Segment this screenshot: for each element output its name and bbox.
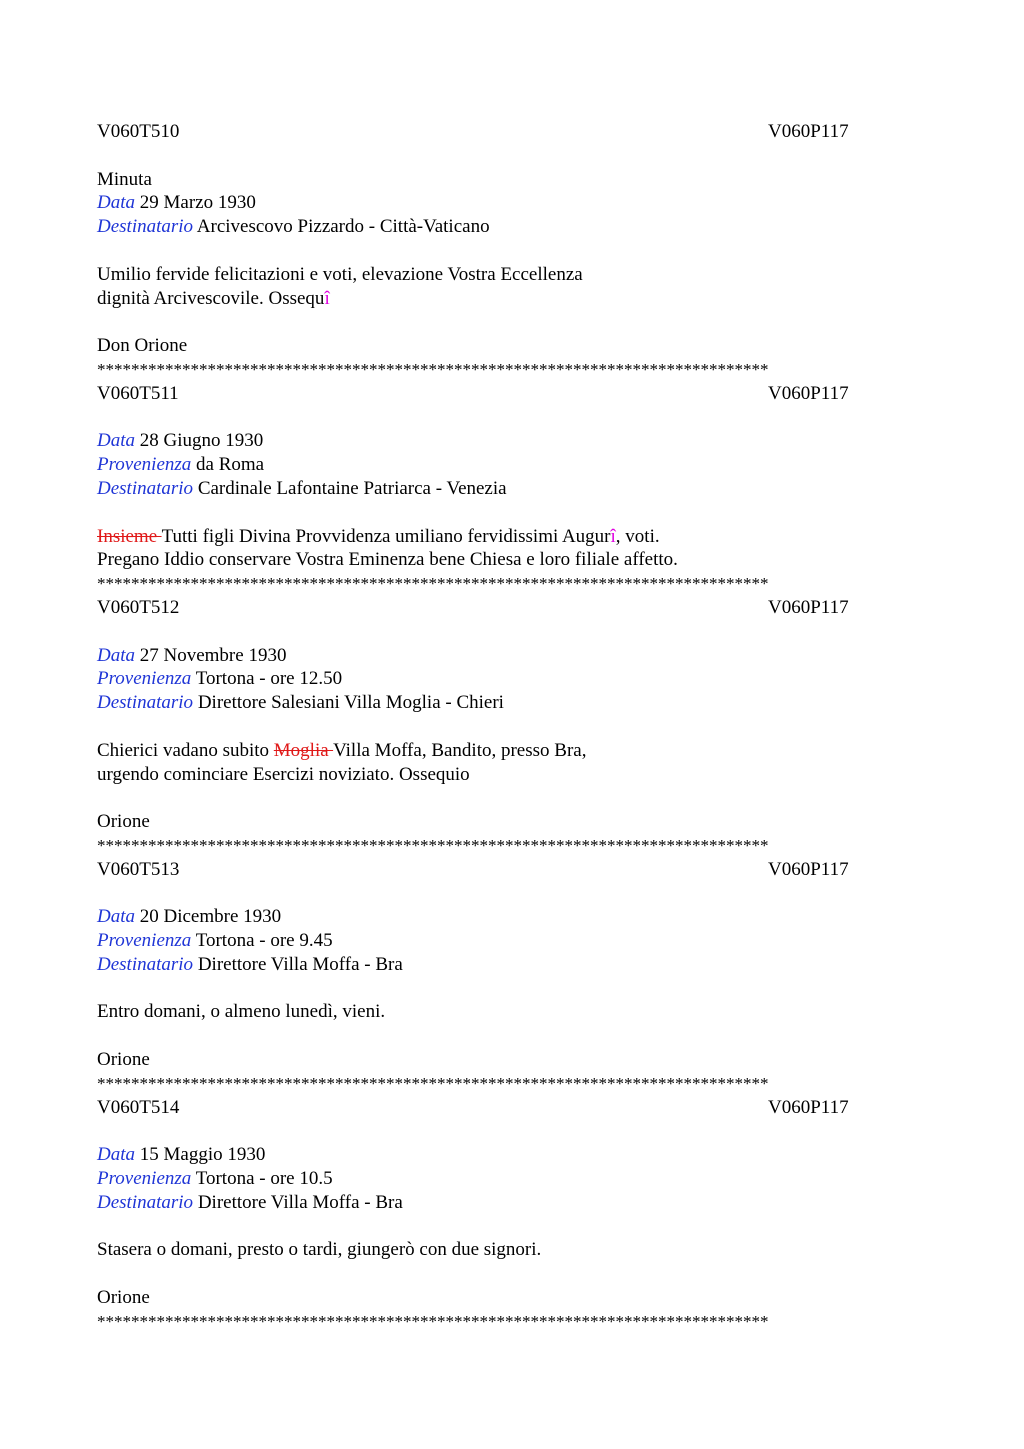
data-label: Data — [97, 1144, 135, 1166]
document-page — [97, 120, 927, 1334]
recipient-value: Direttore Villa Moffa - Bra — [197, 1191, 403, 1213]
letter-ref: V060P117 — [768, 596, 849, 618]
letter-ref: V060P117 — [768, 382, 849, 404]
body-text: , voti. — [615, 525, 660, 547]
recipient-value: Arcivescovo Pizzardo - Città-Vaticano — [196, 216, 490, 238]
letter-ref: V060P117 — [768, 858, 849, 880]
destinatario-label: Destinatario — [97, 216, 194, 238]
provenienza-label: Provenienza — [97, 668, 192, 690]
letter-id: V060T512 — [97, 596, 180, 618]
data-label: Data — [97, 644, 135, 666]
body-text: Chierici vadano subito — [97, 739, 274, 761]
body-text: dignità Arcivescovile. Ossequ — [97, 287, 325, 309]
origin-value: Tortona - ore 9.45 — [195, 930, 333, 952]
body-line: Entro domani, o almeno lunedì, vieni. — [97, 1001, 386, 1023]
letter-header — [97, 1096, 927, 1120]
letter-id: V060T510 — [97, 121, 180, 142]
letter-V060T511 — [97, 382, 927, 596]
date-line — [97, 191, 927, 215]
date-line — [97, 429, 927, 453]
letter-ref: V060P117 — [768, 121, 849, 142]
origin-line — [97, 667, 927, 691]
destinatario-label: Destinatario — [97, 953, 194, 975]
body-text: Villa Moffa, Bandito, presso Bra, — [333, 739, 587, 761]
date-line — [97, 1143, 927, 1167]
letter-id: V060T511 — [97, 382, 179, 404]
destinatario-label: Destinatario — [97, 477, 194, 499]
body-line: Stasera o domani, presto o tardi, giungerò con due signori. — [97, 1239, 542, 1261]
letter-ref: V060P117 — [768, 1096, 849, 1118]
origin-line — [97, 453, 927, 477]
data-label: Data — [97, 192, 135, 214]
minuta-label: Minuta — [97, 168, 152, 190]
origin-line — [97, 929, 927, 953]
letter-V060T513 — [97, 858, 927, 1096]
origin-value: Tortona - ore 10.5 — [195, 1168, 333, 1190]
recipient-line — [97, 953, 927, 977]
destinatario-label: Destinatario — [97, 1191, 194, 1213]
data-label: Data — [97, 906, 135, 928]
separator: ******************************************************************************* — [97, 574, 769, 594]
date-value: 15 Maggio 1930 — [139, 1144, 266, 1166]
letter-V060T510 — [97, 120, 927, 382]
letter-V060T512 — [97, 596, 927, 858]
signature: Orione — [97, 1287, 150, 1309]
recipient-line — [97, 691, 927, 715]
destinatario-label: Destinatario — [97, 692, 194, 714]
body-text: Tutti figli Divina Provvidenza umiliano fervidissimi Augur — [161, 525, 611, 547]
body-line — [97, 739, 927, 763]
date-line — [97, 905, 927, 929]
letter-header — [97, 120, 927, 144]
data-label: Data — [97, 430, 135, 452]
editorial-mark: î — [610, 525, 616, 547]
recipient-line — [97, 215, 927, 239]
date-value: 28 Giugno 1930 — [139, 430, 264, 452]
body-line — [97, 287, 927, 311]
origin-value: Tortona - ore 12.50 — [195, 668, 343, 690]
recipient-line — [97, 1191, 927, 1215]
recipient-line — [97, 477, 927, 501]
provenienza-label: Provenienza — [97, 454, 192, 476]
signature: Orione — [97, 811, 150, 833]
date-value: 20 Dicembre 1930 — [139, 906, 282, 928]
deleted-text: Insieme — [97, 525, 162, 547]
recipient-value: Direttore Villa Moffa - Bra — [197, 953, 403, 975]
separator: ******************************************************************************* — [97, 359, 769, 379]
date-value: 29 Marzo 1930 — [139, 192, 256, 214]
date-value: 27 Novembre 1930 — [139, 644, 287, 666]
letter-header — [97, 858, 927, 882]
letter-header — [97, 382, 927, 406]
letter-header — [97, 596, 927, 620]
signature: Orione — [97, 1049, 150, 1071]
date-line — [97, 644, 927, 668]
deleted-text: Moglia — [273, 739, 334, 761]
provenienza-label: Provenienza — [97, 930, 192, 952]
letter-id: V060T513 — [97, 858, 180, 880]
body-line: Umilio fervide felicitazioni e voti, elevazione Vostra Eccellenza — [97, 263, 583, 285]
separator: ******************************************************************************* — [97, 835, 769, 855]
signature: Don Orione — [97, 335, 188, 357]
editorial-mark: î — [324, 287, 330, 309]
body-line — [97, 525, 927, 549]
body-line: urgendo cominciare Esercizi noviziato. Ossequio — [97, 763, 470, 785]
body-line: Pregano Iddio conservare Vostra Eminenza bene Chiesa e loro filiale affetto. — [97, 549, 678, 571]
origin-line — [97, 1167, 927, 1191]
recipient-value: Cardinale Lafontaine Patriarca - Venezia — [197, 477, 507, 499]
separator: ******************************************************************************* — [97, 1311, 769, 1331]
letter-id: V060T514 — [97, 1096, 180, 1118]
provenienza-label: Provenienza — [97, 1168, 192, 1190]
recipient-value: Direttore Salesiani Villa Moglia - Chieri — [197, 692, 504, 714]
separator: ******************************************************************************* — [97, 1073, 769, 1093]
origin-value: da Roma — [196, 454, 265, 476]
letter-V060T514 — [97, 1096, 927, 1334]
